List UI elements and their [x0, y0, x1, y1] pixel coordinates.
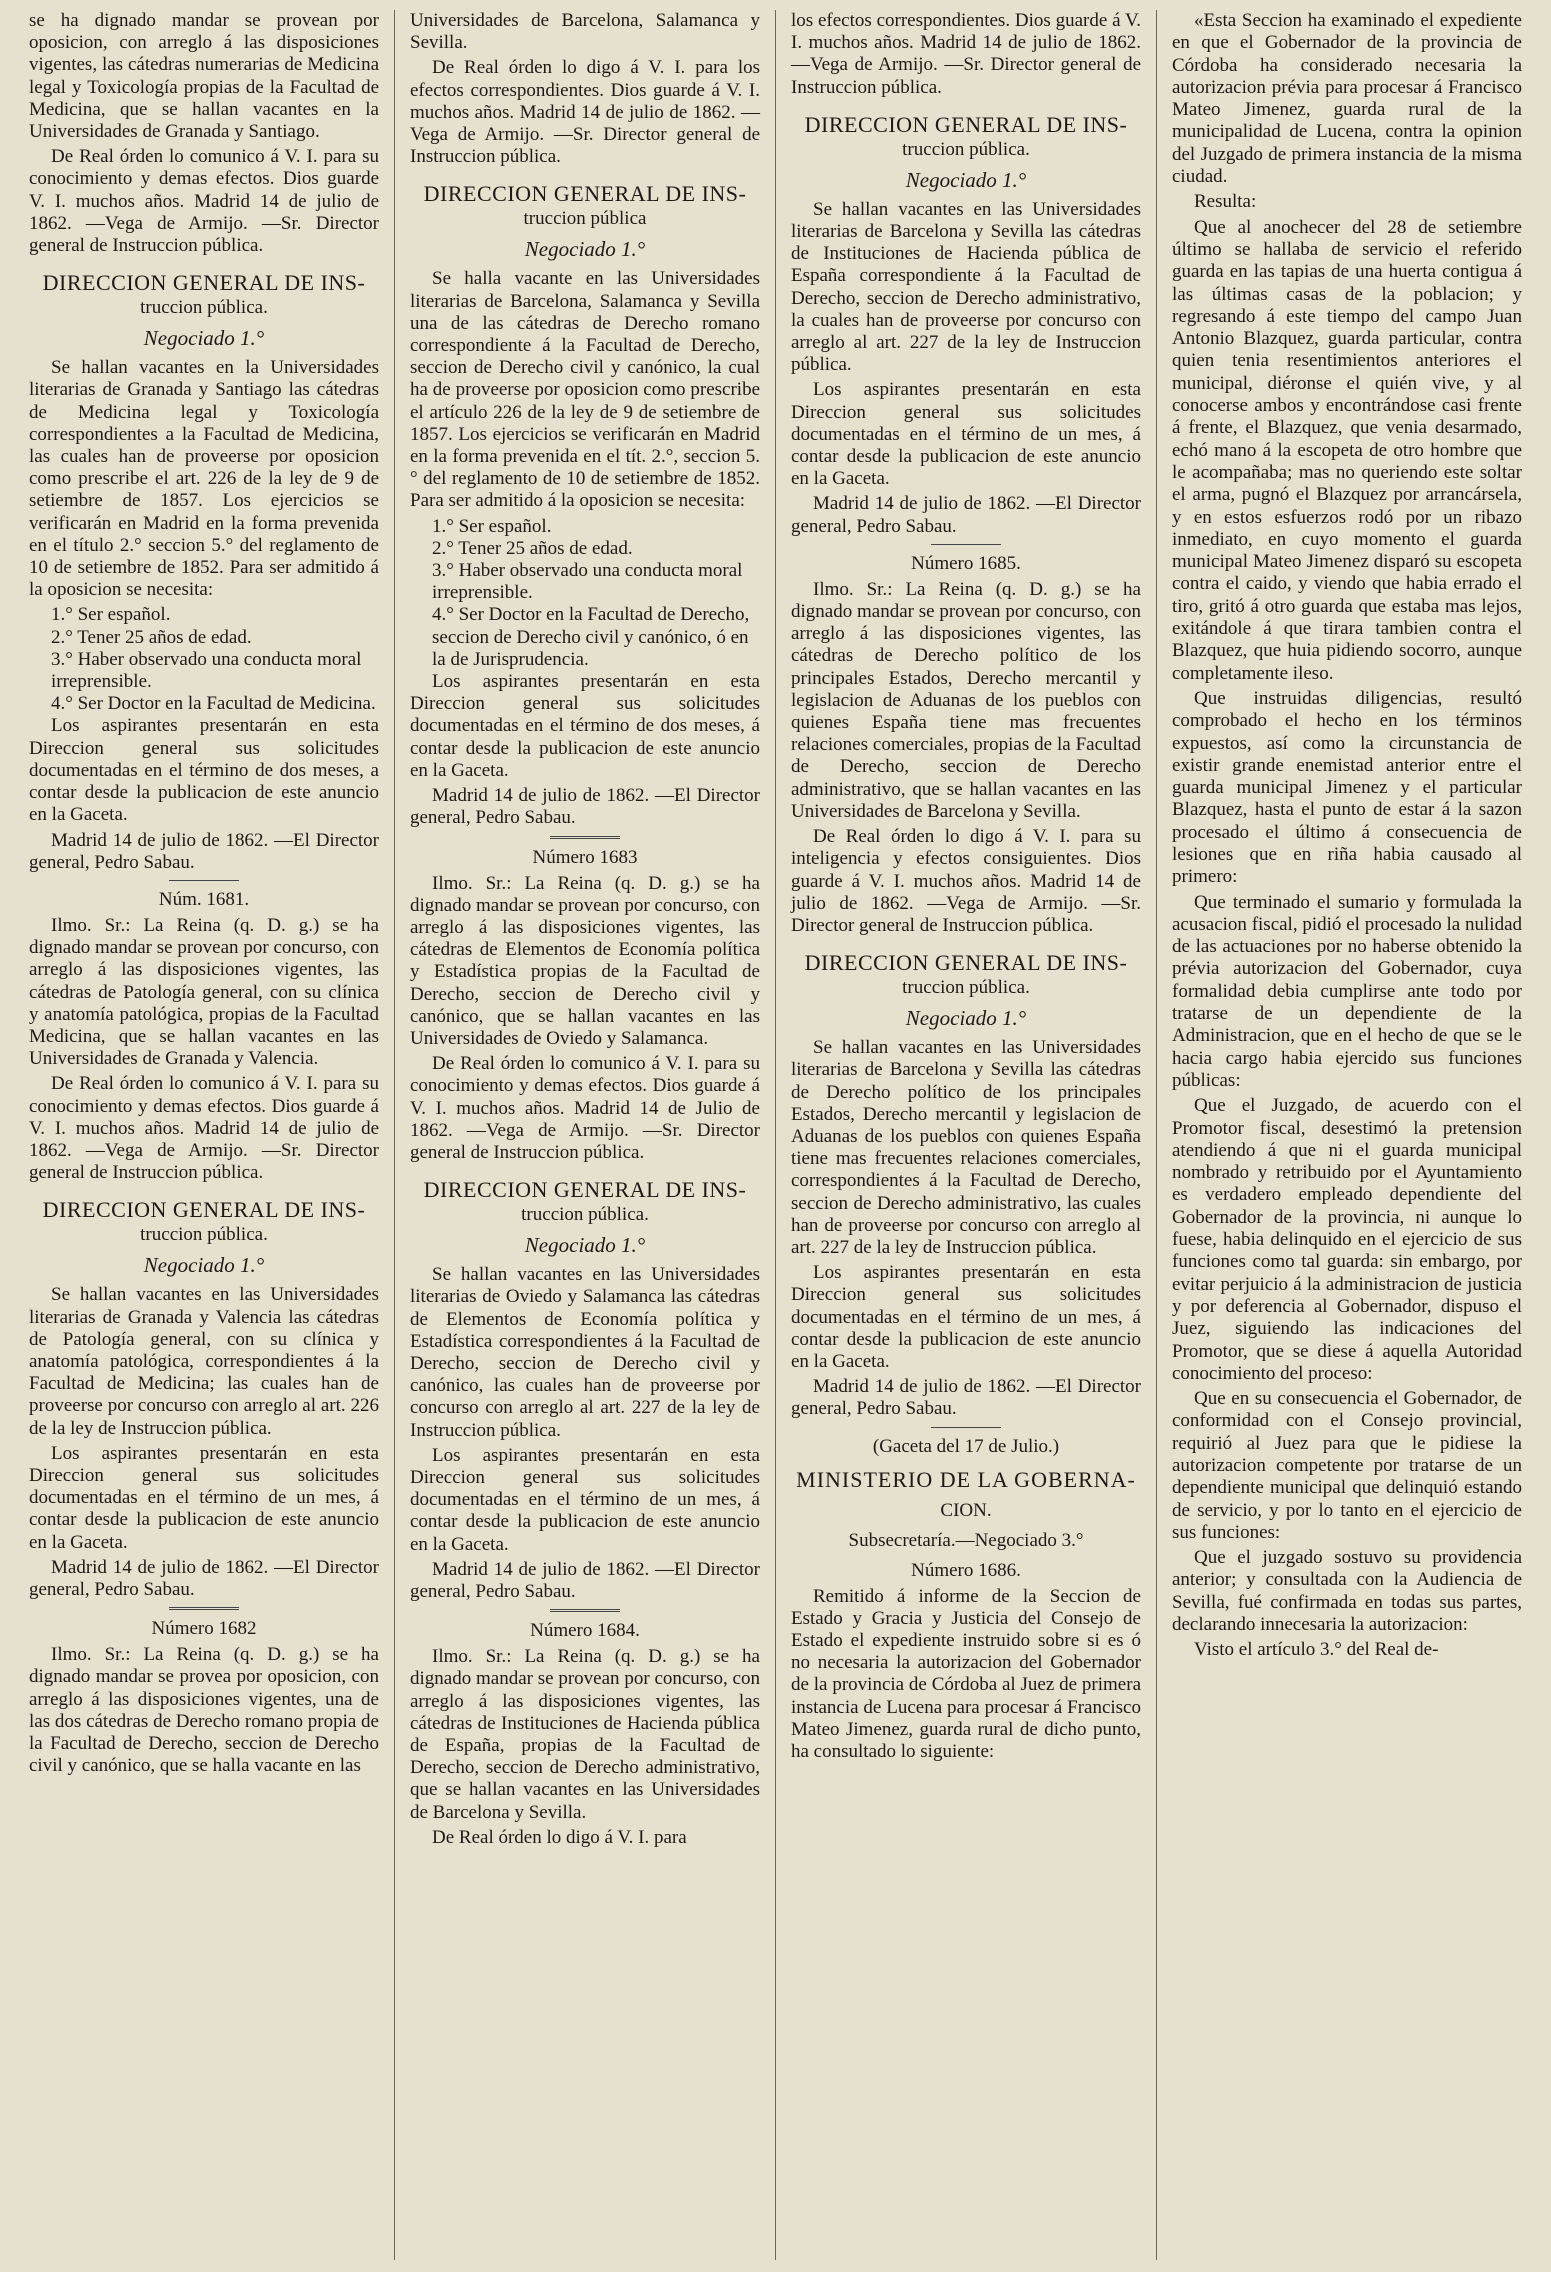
requirement-item: 2.° Tener 25 años de edad. [51, 626, 252, 648]
requirement-item: 1.° Ser español. [51, 604, 171, 626]
negociado-label: Negociado 1.° [524, 237, 646, 262]
paragraph: Los aspirantes presentarán en esta Direccion general sus solicitudes documentadas en el término de dos meses, a contar desde la publicacion de este anuncio en la Gaceta. [29, 715, 379, 826]
paragraph: Se hallan vacantes en las Universidades literarias de Oviedo y Salamanca las cátedras de Elementos de Economía política y Estadística correspondientes á la Facultad de Derecho, seccion de Derecho civil y canónico, las cuales han de proveerse por concurso con arreglo al art. 227 de la ley de Instruccion pública. [410, 1264, 760, 1441]
paragraph: Universidades de Barcelona, Salamanca y Sevilla. [410, 10, 760, 54]
requirement-item: 4.° Ser Doctor en la Facultad de Derecho, seccion de Derecho civil y canónico, ó en la de Jurisprudencia. [432, 604, 750, 670]
negociado-label: Negociado 1.° [143, 326, 265, 351]
requirement-item: 4.° Ser Doctor en la Facultad de Medicina. [51, 693, 376, 715]
paragraph: Se hallan vacantes en la Universidades literarias de Granada y Santiago las cátedras de Medicina legal y Toxicología correspondientes a la Facultad de Medicina, las cuales han de proveerse por oposicion como prescribe el art. 226 de la ley de 9 de setiembre de 1857. Los ejercicios se verificarán en Madrid en la forma prevenida en el título 2.° seccion 5.° del reglamento de 10 de setiembre de 1852. Para ser admitido á la oposicion se necesita: [29, 357, 379, 601]
paragraph: se ha dignado mandar se provean por oposicion, con arreglo á las disposiciones vigentes, las cátedras numerarias de Medicina legal y Toxicología propias de la Facultad de Medicina, que se hallan vacantes en la Universidades de Granada y Santiago. [29, 10, 379, 143]
section-heading: DIRECCION GENERAL DE INS- [804, 111, 1128, 137]
decree-number: Número 1686. [911, 1559, 1021, 1581]
paragraph: Los aspirantes presentarán en esta Direccion general sus solicitudes documentadas en el término de un mes, á contar desde la publicacion de este anuncio en la Gaceta. [791, 379, 1141, 490]
signature: Madrid 14 de julio de 1862. —El Director general, Pedro Sabau. [29, 829, 379, 873]
paragraph: Los aspirantes presentarán en esta Direccion general sus solicitudes documentadas en el término de un mes, á contar desde la publicacion de este anuncio en la Gaceta. [791, 1262, 1141, 1372]
signature: Madrid 14 de julio de 1862. —El Director general, Pedro Sabau. [791, 493, 1141, 537]
paragraph: Que en su consecuencia el Gobernador, de conformidad con el Consejo provincial, requirió al Juez para que le pidiese la autorizacion competente por tratarse de un dependiente municipal que delinquió estando de servicio, y por lo tanto en el ejercicio de sus funciones: [1172, 1388, 1522, 1543]
paragraph: Ilmo. Sr.: La Reina (q. D. g.) se ha dignado mandar se provea por oposicion, con arreglo á las disposiciones vigentes, una de las dos cátedras de Derecho romano propia de la Facultad de Derecho, seccion de Derecho civil y canónico, que se halla vacante en las [29, 1644, 379, 1777]
paragraph: Que al anochecer del 28 de setiembre último se hallaba de servicio el referido guarda en las tapias de una huerta contigua á las últimas casas de la poblacion; y regresando á este tiempo del campo Juan Antonio Blazquez, guarda particular, contra quien tenia resentimientos anteriores el municipal, diéronse el quién vive, y al conocerse ambos y encontrándose casi frente á frente, el Blazquez, que venia desarmado, echó mano á la escopeta de otro hombre que le acompañaba; mas no queriendo este soltar el arma, pugnó el Blazquez por arrancársela, y en estos esfuerzos rodó por un ribazo inmediato, en cuyo momento el guarda municipal Mateo Jimenez disparó su escopeta contra el caido, y viendo que habia errado el tiro, gritó á otro guarda que estaba mas lejos, exitándole á que tirara tambien contra el Blazquez, que huia pidiendo socorro, aunque completamente ileso. [1172, 216, 1522, 684]
paragraph: De Real órden lo digo á V. I. para [432, 1826, 687, 1848]
section-subheading: truccion pública. [140, 297, 268, 319]
column-3 [775, 10, 1156, 2260]
negociado-label: Negociado 1.° [905, 167, 1027, 192]
divider [931, 544, 1001, 545]
divider [931, 1427, 1001, 1428]
paragraph: Ilmo. Sr.: La Reina (q. D. g.) se ha dignado mandar se provean por concurso, con arreglo á las disposiciones vigentes, las cátedras de Derecho político de los principales Estados, Derecho mercantil y legislacion de Aduanas de los pueblos con quienes España tiene mas frecuentes relaciones comerciales, propias de la Facultad de Derecho, seccion de Derecho administrativo, que se hallan vacantes en las Universidades de Barcelona y Sevilla. [791, 578, 1141, 822]
ministry-heading-cont: CION. [940, 1499, 992, 1521]
divider [550, 836, 620, 839]
paragraph: De Real órden lo digo á V. I. para su inteligencia y efectos consiguientes. Dios guarde á V. I. muchos años. Madrid 14 de julio de 1862. —Vega de Armijo. —Sr. Director general de Instruccion pública. [791, 826, 1141, 936]
requirement-item: 3.° Haber observado una conducta moral irreprensible. [432, 560, 743, 604]
columns [14, 10, 1537, 2260]
paragraph: Ilmo. Sr.: La Reina (q. D. g.) se ha dignado mandar se provean por concurso, con arreglo á las disposiciones vigentes, las cátedras de Elementos de Economía política y Estadística propias de la Facultad de Derecho, seccion de Derecho civil y canónico, que se hallan vacantes en las Universidades de Oviedo y Salamanca. [410, 872, 760, 1049]
signature: Madrid 14 de julio de 1862. —El Director general, Pedro Sabau. [791, 1376, 1141, 1420]
gaceta-reference: (Gaceta del 17 de Julio.) [872, 1435, 1060, 1457]
paragraph: De Real órden lo comunico á V. I. para su conocimiento y demas efectos. Dios guarde á V. I. muchos años. Madrid 14 de julio de 1862. —Vega de Armijo. —Sr. Director general de Instruccion pública. [29, 1073, 379, 1184]
column-1 [14, 10, 394, 2260]
negociado-label: Negociado 1.° [905, 1006, 1027, 1031]
decree-number: Número 1684. [530, 1620, 640, 1642]
section-subheading: truccion pública. [140, 1224, 268, 1246]
signature: Madrid 14 de julio de 1862. —El Director general, Pedro Sabau. [410, 785, 760, 829]
paragraph: Ilmo. Sr.: La Reina (q. D. g.) se ha dignado mandar se provean por concurso, con arreglo á las disposiciones vigentes, las cátedras de Instituciones de Hacienda pública de España, propias de la Facultad de Derecho, seccion de Derecho administrativo, que se hallan vacantes en las Universidades de Barcelona y Sevilla. [410, 1646, 760, 1823]
paragraph: Que instruidas diligencias, resultó comprobado el hecho en los términos expuestos, así como la circunstancia de existir grande enemistad anterior entre el guarda municipal Jimenez y el particular Blazquez, hasta el punto de estar á la sazon procesado el último á consecuencia de lesiones que en riña habia causado al primero: [1172, 687, 1522, 888]
paragraph: Los aspirantes presentarán en esta Direccion general sus solicitudes documentadas en el término de dos meses, á contar desde la publicacion de este anuncio en la Gaceta. [410, 671, 760, 781]
decree-number: Núm. 1681. [158, 888, 250, 910]
requirement-item: 3.° Haber observado una conducta moral irreprensible. [51, 648, 362, 693]
column-4 [1156, 10, 1537, 2260]
paragraph: Resulta: [1194, 191, 1257, 213]
paragraph: Se halla vacante en las Universidades literarias de Barcelona, Salamanca y Sevilla una de las cátedras de Derecho romano correspondiente á la Facultad de Derecho, seccion de Derecho civil y canónico, la cual ha de proveerse por oposicion como prescribe el artículo 226 de la ley de 9 de setiembre de 1857. Los ejercicios se verificarán en Madrid en la forma prevenida en el tít. 2.°, seccion 5.° del reglamento de 10 de setiembre de 1852. Para ser admitido á la oposicion se necesita: [410, 268, 760, 512]
divider [550, 1609, 620, 1612]
section-heading: DIRECCION GENERAL DE INS- [423, 181, 747, 207]
requirement-item: 2.° Tener 25 años de edad. [432, 537, 633, 559]
paragraph: De Real órden lo comunico á V. I. para su conocimiento y demas efectos. Dios guarde V. I. muchos años. Madrid 14 de julio de 1862. —Vega de Armijo. —Sr. Director general de Instruccion pública. [29, 146, 379, 257]
paragraph: «Esta Seccion ha examinado el expediente en que el Gobernador de la provincia de Córdoba ha considerado necesaria la autorizacion prévia para procesar á Francisco Mateo Jimenez, guarda rural de la municipalidad de Lucena, contra la opinion del Juzgado de primera instancia de la misma ciudad. [1172, 10, 1522, 188]
paragraph: Que terminado el sumario y formulada la acusacion fiscal, pidió el procesado la nulidad de las actuaciones por no haberse obtenido la prévia autorizacion del Gobernador, cuya formalidad debia cumplirse ante todo por tratarse de un dependiente de la Administracion, que en el hecho de que se le hacia cargo habia ejercido sus funciones públicas: [1172, 891, 1522, 1091]
paragraph: los efectos correspondientes. Dios guarde á V. I. muchos años. Madrid 14 de julio de 1862. —Vega de Armijo. —Sr. Director general de Instruccion pública. [791, 10, 1141, 98]
divider [169, 880, 239, 881]
section-subheading: truccion pública. [902, 138, 1030, 160]
paragraph: Los aspirantes presentarán en esta Direccion general sus solicitudes documentadas en el término de un mes, á contar desde la publicacion de este anuncio en la Gaceta. [410, 1444, 760, 1555]
subsecretaria-label: Subsecretaría.—Negociado 3.° [848, 1529, 1084, 1551]
paragraph: De Real órden lo comunico á V. I. para su conocimiento y demas efectos. Dios guarde á V. I. muchos años. Madrid 14 de Julio de 1862. —Vega de Armijo. —Sr. Director general de Instruccion pública. [410, 1053, 760, 1163]
signature: Madrid 14 de julio de 1862. —El Director general, Pedro Sabau. [29, 1556, 379, 1600]
section-heading: DIRECCION GENERAL DE INS- [42, 270, 366, 296]
section-subheading: truccion pública. [521, 1204, 649, 1226]
section-heading: DIRECCION GENERAL DE INS- [423, 1177, 747, 1203]
ministry-heading: MINISTERIO DE LA GOBERNA- [796, 1466, 1136, 1492]
paragraph: Se hallan vacantes en las Universidades literarias de Granada y Valencia las cátedras de Patología general, con su clínica y anatomía patológica, correspondientes á la Facultad de Medicina; las cuales han de proveerse por concurso con arreglo al art. 226 de la ley de Instruccion pública. [29, 1284, 379, 1439]
requirement-item: 1.° Ser español. [432, 515, 552, 537]
section-heading: DIRECCION GENERAL DE INS- [804, 950, 1128, 976]
section-subheading: truccion pública. [902, 977, 1030, 999]
paragraph: Remitido á informe de la Seccion de Estado y Gracia y Justicia del Consejo de Estado el expediente instruido sobre si es ó no necesaria la autorizacion del Gobernador de la provincia de Córdoba al Juez de primera instancia de Lucena para procesar á Francisco Mateo Jimenez, guarda rural de dicho punto, ha consultado lo siguiente: [791, 1585, 1141, 1762]
divider [169, 1607, 239, 1610]
paragraph: Los aspirantes presentarán en esta Direccion general sus solicitudes documentadas en el término de un mes, á contar desde la publicacion de este anuncio en la Gaceta. [29, 1442, 379, 1553]
paragraph: Se hallan vacantes en las Universidades literarias de Barcelona y Sevilla las cátedras de Instituciones de Hacienda pública de España correspondiente á la Facultad de Derecho, seccion de Derecho administrativo, la cuales han de proveerse por concurso con arreglo al art. 227 de la ley de Instruccion pública. [791, 198, 1141, 376]
negociado-label: Negociado 1.° [524, 1233, 646, 1258]
paragraph: Se hallan vacantes en las Universidades literarias de Barcelona y Sevilla las cátedras de Derecho político de los principales Estados, Derecho mercantil y legislacion de Aduanas de los pueblos con quienes España tiene mas frecuentes relaciones comerciales, correspondientes á la Facultad de Derecho, seccion de Derecho administrativo, las cuales han de proveerse por concurso con arreglo al art. 227 de la ley de Instruccion pública. [791, 1037, 1141, 1258]
column-2 [394, 10, 775, 2260]
paragraph: Visto el artículo 3.° del Real de- [1194, 1639, 1439, 1661]
paragraph: De Real órden lo digo á V. I. para los efectos correspondientes. Dios guarde á V. I. muchos años. Madrid 14 de julio de 1862. —Vega de Armijo. —Sr. Director general de Instruccion pública. [410, 57, 760, 168]
paragraph: Ilmo. Sr.: La Reina (q. D. g.) se ha dignado mandar se provean por concurso, con arreglo á las disposiciones vigentes, las cátedras de Patología general, con su clínica y anatomía patológica, propias de la Facultad Medicina, que se hallan vacantes en las Universidades de Granada y Valencia. [29, 914, 379, 1070]
decree-number: Número 1683 [532, 846, 638, 868]
paragraph: Que el Juzgado, de acuerdo con el Promotor fiscal, desestimó la pretension atendiendo á que ni el guarda municipal nombrado y retribuido por el Ayuntamiento es verdadero empleado dependiente del Gobernador de la provincia, ni aunque lo fuese, habia delinquido en el ejercicio de sus funciones como tal guarda: sin embargo, por evitar perjuicio á la administracion de justicia y por deferencia al Gobernador, dispuso el Juez, siguiendo las indicaciones del Promotor, que se diese á aquella Autoridad conocimiento del proceso: [1172, 1095, 1522, 1384]
section-heading: DIRECCION GENERAL DE INS- [42, 1197, 366, 1223]
negociado-label: Negociado 1.° [143, 1253, 265, 1278]
decree-number: Número 1685. [911, 552, 1021, 574]
paragraph: Que el juzgado sostuvo su providencia anterior; y consultada con la Audiencia de Sevilla, fué confirmada en todas sus partes, declarando innecesaria la autorizacion: [1172, 1547, 1522, 1636]
decree-number: Número 1682 [151, 1618, 257, 1640]
section-subheading: truccion pública [523, 208, 647, 230]
signature: Madrid 14 de julio de 1862. —El Director general, Pedro Sabau. [410, 1558, 760, 1602]
